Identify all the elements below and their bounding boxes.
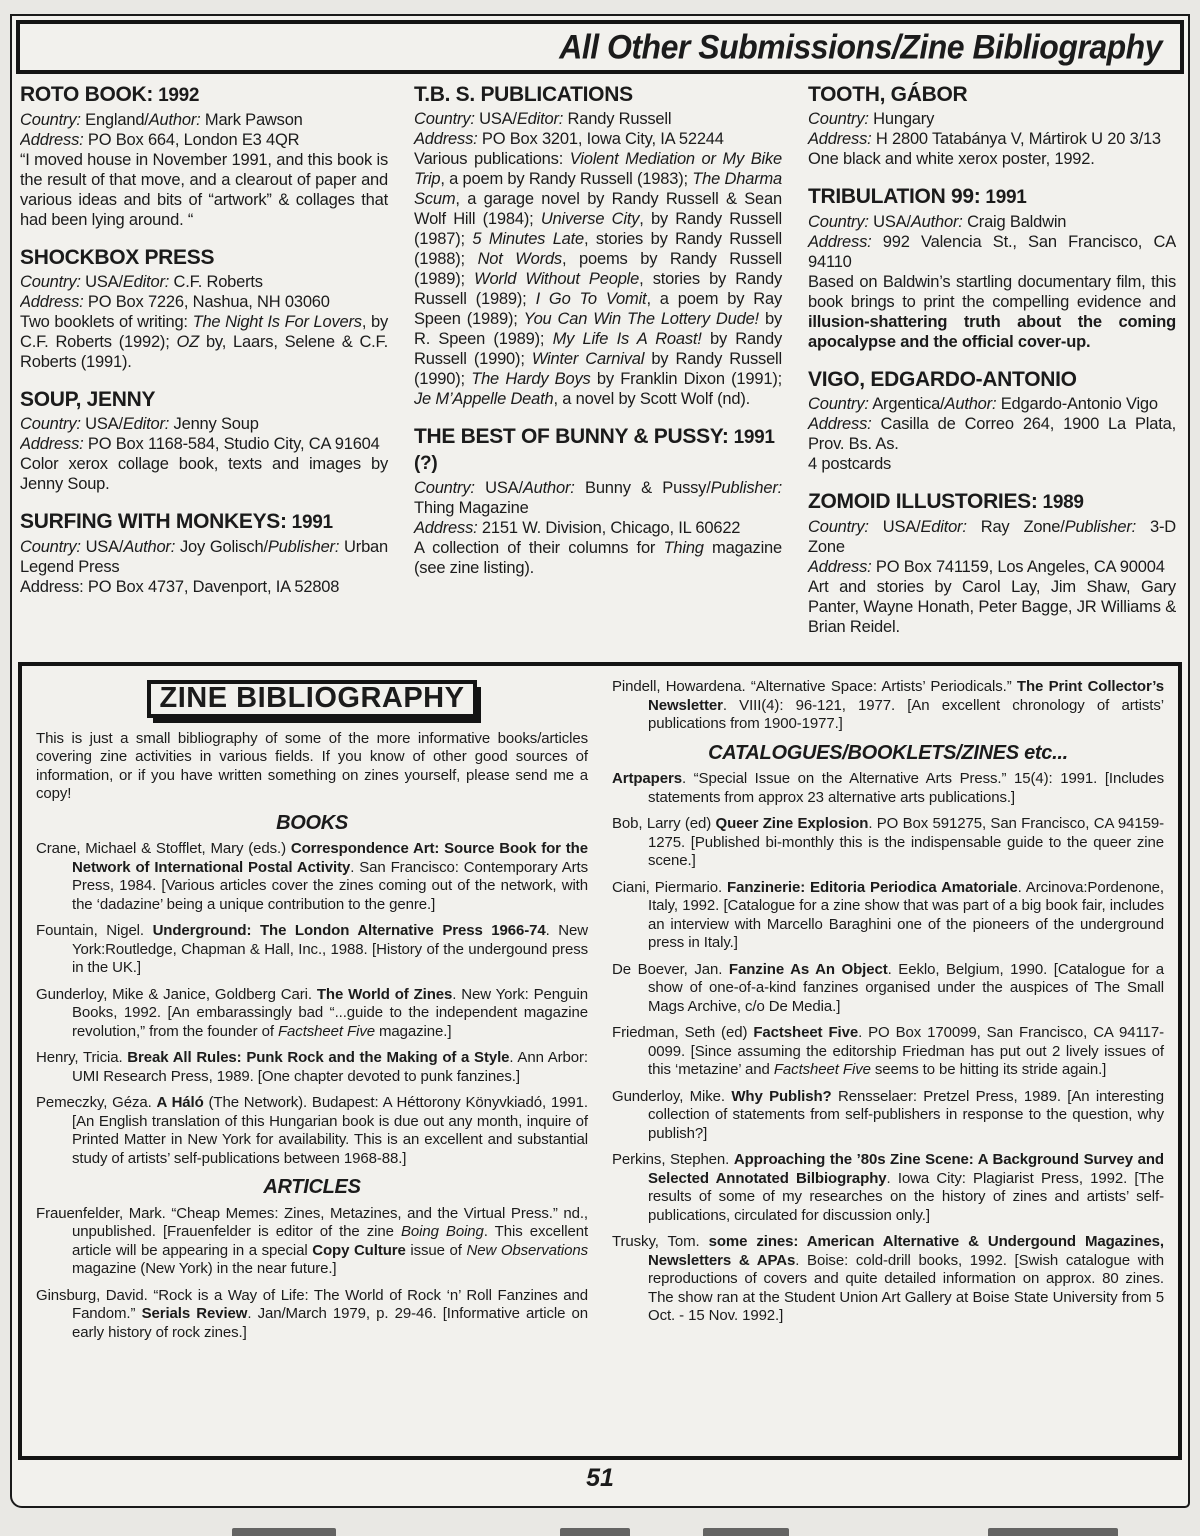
zine-entry-text — [808, 394, 1176, 414]
text-segment: Je M’Appelle Death — [414, 390, 554, 408]
text-segment: Universe City — [540, 210, 640, 228]
text-segment: Address: — [414, 519, 478, 537]
text-segment: USA/ — [80, 538, 124, 556]
text-segment: I Go To Vomit — [535, 290, 647, 308]
text-segment: SURFING WITH MONKEYS: — [20, 510, 287, 533]
text-segment: , a garage novel by Randy Russell & Sean Wolf Hill (1984); — [414, 190, 782, 228]
text-segment: SOUP, JENNY — [20, 388, 156, 411]
text-segment: USA/ — [868, 518, 921, 536]
text-segment: Break All Rules: Punk Rock and the Making of a Style — [127, 1049, 510, 1066]
text-segment: . Eeklo, Belgium, 1990. [Catalogue for a show of one-of-a-kind fanzines organised under the auspices of The Small Mags Archive, c/o De Media.] — [648, 960, 1165, 1015]
text-segment: THE BEST OF BUNNY & PUSSY: — [414, 425, 729, 448]
zine-entry-text — [808, 149, 1176, 169]
text-segment: Country: — [808, 518, 869, 536]
bibliography-left-column — [36, 678, 588, 1450]
text-segment: 1991 — [980, 187, 1027, 208]
zine-entry-text — [414, 129, 782, 149]
text-segment: Publisher: — [267, 538, 340, 556]
text-segment: One black and white xerox poster, 1992. — [808, 150, 1095, 168]
text-segment: Pindell, Howardena. “Alternative Space: Artists’ Periodicals.” — [612, 678, 1017, 695]
text-segment: Hungary — [868, 110, 935, 128]
bibliography-entry — [36, 1049, 588, 1086]
next-page-scan-fragment — [988, 1528, 1118, 1536]
bibliography-entry — [612, 678, 1164, 734]
text-segment: . PO Box 591275, San Francisco, CA 94159-1275. [Published bi-monthly this is the indispensable guide to the queer zine scene.] — [648, 815, 1165, 869]
text-segment: Address: — [20, 293, 84, 311]
next-page-scan-fragment — [703, 1528, 789, 1536]
text-segment: Country: — [808, 395, 869, 413]
text-segment: Country: — [414, 110, 475, 128]
text-segment: magazine (see zine listing). — [414, 539, 782, 577]
text-segment: Address: — [20, 435, 84, 453]
zine-bibliography-box — [18, 662, 1182, 1460]
text-segment: 2151 W. Division, Chicago, IL 60622 — [477, 519, 741, 537]
text-segment: Factsheet Five — [277, 1022, 375, 1040]
text-segment: Edgardo-Antonio Vigo — [996, 395, 1158, 413]
text-segment: Perkins, Stephen. — [612, 1151, 734, 1168]
text-segment: A collection of their columns for — [414, 539, 664, 557]
text-segment: , a novel by Scott Wolf (nd). — [553, 390, 751, 408]
text-segment: Violent Mediation or My Bike Trip — [414, 150, 782, 188]
zine-entry-text — [808, 232, 1176, 272]
bibliography-intro: This is just a small bibliography of some of the more informative books/articles covering zine activities in various fields. If you know of other good sources of information, or if you have written something on zines yourself, please send me a copy! — [36, 729, 588, 802]
text-segment: Ray Zone/ — [966, 518, 1065, 536]
text-segment: Bob, Larry (ed) — [612, 815, 716, 832]
text-segment: Address: — [808, 415, 872, 433]
text-segment: . PO Box 170099, San Francisco, CA 94117-0099. [Since assuming the editorship Friedman has put out 2 lively issues of this ‘metazine’ and — [648, 1024, 1164, 1078]
text-segment: illusion-shattering truth about the coming apocalypse and the official cover-up. — [808, 313, 1176, 351]
text-segment: . New York:Routledge, Chapman & Hall, Inc., 1988. [History of the undergound press in the UK.] — [72, 922, 589, 976]
zine-entry-text — [414, 109, 782, 129]
next-page-scan-fragment — [560, 1528, 630, 1536]
bibliography-title-box — [147, 680, 477, 718]
text-segment: 5 Minutes Late — [472, 230, 585, 248]
zine-entry-title — [808, 489, 1176, 515]
text-segment: Author: — [944, 395, 997, 413]
text-segment: 992 Valencia St., San Francisco, CA 94110 — [808, 233, 1176, 271]
text-segment: Joy Golisch/ — [175, 538, 268, 556]
bibliography-entry — [612, 1024, 1164, 1080]
text-segment: Country: — [20, 273, 81, 291]
text-segment: Editor: — [122, 415, 170, 433]
zine-entry-text — [20, 130, 388, 150]
text-segment: Thing Magazine — [414, 499, 529, 517]
text-segment: H 2800 Tatabánya V, Mártirok U 20 3/13 — [871, 130, 1161, 148]
text-segment: Ciani, Piermario. — [612, 878, 728, 896]
zine-entry-text — [808, 577, 1176, 637]
text-segment: Frauenfelder, Mark. “Cheap Memes: Zines, Metazines, and the Virtual Press.” nd., unpublished. [Frauenfelder is editor of the zine — [36, 1204, 588, 1240]
zine-entry-text — [808, 109, 1176, 129]
text-segment: Fanzinerie: Editoria Periodica Amatoriale — [727, 878, 1018, 896]
text-segment: Gunderloy, Mike. — [612, 1087, 732, 1105]
text-segment: PO Box 3201, Iowa City, IA 52244 — [477, 130, 724, 148]
zine-entry-text — [20, 150, 388, 230]
text-segment: , a poem by Randy Russell (1983); — [440, 170, 693, 188]
text-segment: TRIBULATION 99: — [808, 185, 981, 208]
text-segment: OZ — [176, 333, 200, 351]
zine-entry-title — [20, 82, 388, 108]
text-segment: USA/ — [80, 415, 123, 433]
next-page-scan-fragment — [232, 1528, 336, 1536]
text-segment: The Dharma Scum — [414, 170, 783, 208]
text-segment: Casilla de Correo 264, 1900 La Plata, Prov. Bs. As. — [808, 415, 1176, 453]
zine-entry-title — [20, 387, 388, 412]
text-segment: some zines: American Alternative & Undergound Magazines, Newsletters & APAs — [648, 1233, 1164, 1269]
text-segment: Art and stories by Carol Lay, Jim Shaw, Gary Panter, Wayne Honath, Peter Bagge, JR Williams & Brian Reidel. — [808, 578, 1176, 636]
text-segment: “I moved house in November 1991, and this book is the result of that move, and a clearout of paper and various ideas and bits of “artwork” & collages that had been lying around. “ — [20, 151, 388, 229]
text-segment: The World of Zines — [316, 985, 453, 1003]
bibliography-entry — [36, 1094, 588, 1168]
zine-entry-text — [414, 518, 782, 538]
page-title: All Other Submissions/Zine Bibliography — [559, 27, 1162, 66]
bibliography-entry — [36, 1287, 588, 1343]
zine-entry-text — [20, 312, 388, 372]
zine-entry-text — [808, 414, 1176, 454]
zine-entry-text — [20, 110, 388, 130]
directory-column — [414, 82, 782, 654]
text-segment: Factsheet Five — [773, 1061, 871, 1078]
text-segment: T.B. S. PUBLICATIONS — [414, 83, 633, 106]
text-segment: The Night Is For Lovers — [192, 313, 362, 331]
text-segment: Jenny Soup — [169, 415, 259, 433]
zine-entry-text — [808, 129, 1176, 149]
zine-entry — [20, 509, 388, 597]
text-segment: by Randy Russell (1990); — [414, 330, 783, 368]
text-segment: Publisher: — [1064, 518, 1137, 536]
text-segment: . Arcinova:Pordenone, Italy, 1992. [Catalogue for a zine show that was part of a big book fair, includes an interview with Marcello Baraghini one of the pioneers of the underground press in Italy.] — [648, 878, 1164, 951]
text-segment: 4 postcards — [808, 455, 892, 473]
directory-column — [808, 82, 1176, 654]
zine-entry — [808, 367, 1176, 474]
text-segment: PO Box 664, London E3 4QR — [83, 131, 300, 149]
text-segment: PO Box 741159, Los Angeles, CA 90004 — [871, 558, 1165, 576]
zine-entry-title — [414, 424, 782, 476]
page-header-banner — [16, 20, 1184, 74]
text-segment: Not Words — [477, 250, 562, 268]
text-segment: SHOCKBOX PRESS — [20, 246, 215, 269]
bibliography-entry — [612, 961, 1164, 1017]
text-segment: by R. Speen (1989); — [414, 310, 782, 348]
zine-entry-title — [808, 184, 1176, 210]
text-segment: Gunderloy, Mike & Janice, Goldberg Cari. — [36, 985, 317, 1003]
bibliography-entry — [612, 815, 1164, 871]
bibliography-left-sections — [36, 811, 589, 1343]
zine-entry-title — [808, 82, 1176, 107]
zine-entry-text — [414, 478, 782, 518]
bibliography-entry — [612, 879, 1164, 953]
text-segment: Various publications: — [414, 150, 570, 168]
text-segment: 1991 — [286, 512, 333, 533]
zine-entry-text — [20, 454, 388, 494]
text-segment: Country: — [414, 479, 475, 497]
text-segment: Urban Legend Press — [20, 538, 388, 576]
text-segment: World Without People — [474, 270, 640, 288]
text-segment: by Franklin Dixon (1991); — [590, 370, 782, 388]
text-segment: 1991 (?) — [414, 427, 775, 474]
text-segment: Queer Zine Explosion — [715, 815, 869, 832]
directory-column — [20, 82, 388, 654]
zine-entry-text — [808, 557, 1176, 577]
text-segment: A Háló — [156, 1094, 204, 1111]
text-segment: TOOTH, GÁBOR — [808, 83, 968, 106]
bibliography-entry — [36, 840, 588, 914]
text-segment: by, Laars, Selene & C.F. Roberts (1991). — [20, 333, 388, 371]
zine-entry-text — [808, 517, 1176, 557]
zine-entry — [808, 489, 1176, 637]
zine-entry-text — [20, 537, 388, 577]
text-segment: Copy Culture — [312, 1241, 406, 1259]
text-segment: Bunny & Pussy/ — [574, 479, 711, 497]
text-segment: Country: — [808, 110, 869, 128]
zine-entry-text — [414, 538, 782, 578]
text-segment: Artpapers — [612, 770, 682, 787]
zine-entry-text — [20, 292, 388, 312]
bibliography-entry — [36, 986, 588, 1042]
text-segment: seems to be hitting its stride again.] — [870, 1061, 1107, 1078]
text-segment: . Boise: cold-drill books, 1992. [Swish catalogue with reproductions of covers and quite detailed information on approx. 80 zines. The show ran at the Student Union Art Gallery at Boise State University from 5 Oct. - 15 Nov. 1992.] — [648, 1251, 1164, 1324]
text-segment: Editor: — [920, 518, 967, 536]
page-footer — [12, 1460, 1188, 1496]
text-segment: PO Box 7226, Nashua, NH 03060 — [83, 293, 330, 311]
text-segment: Mark Pawson — [200, 111, 303, 129]
text-segment: Pemeczky, Géza. — [36, 1094, 157, 1111]
text-segment: Correspondence Art: Source Book for the Network of International Postal Activity — [72, 840, 588, 876]
text-segment: C.F. Roberts — [169, 273, 263, 291]
text-segment: Underground: The London Alternative Press 1966-74 — [152, 922, 546, 939]
text-segment: Serials Review — [141, 1305, 248, 1322]
text-segment: USA/ — [474, 110, 517, 128]
text-segment: . San Francisco: Contemporary Arts Press, 1984. [Various articles cover the zines coming out of the network, with the ‘dadazine’ being a unique contribution to the genre.] — [72, 858, 588, 913]
text-segment: Author: — [148, 111, 201, 129]
text-segment: The Print Collector’s Newsletter — [648, 678, 1164, 714]
text-segment: Address: — [808, 233, 872, 251]
text-segment: Ginsburg, David. “Rock is a Way of Life: The World of Rock ‘n’ Roll Fanzines and Fandom.” — [36, 1286, 588, 1322]
text-segment: Country: — [20, 538, 81, 556]
zine-entry-text — [808, 272, 1176, 352]
text-segment: Address: — [20, 131, 84, 149]
text-segment: , by Randy Russell (1987); — [414, 210, 782, 248]
text-segment: 1989 — [1037, 492, 1084, 513]
text-segment: Author: — [522, 479, 575, 497]
zine-entry-title — [808, 367, 1176, 392]
zine-entry-title — [414, 82, 782, 107]
zine-entry — [20, 387, 388, 494]
bibliography-entry — [36, 922, 588, 978]
text-segment: Address: PO Box 4737, Davenport, IA 52808 — [20, 578, 340, 596]
text-segment: USA/ — [474, 479, 523, 497]
text-segment: England/ — [80, 111, 149, 129]
zine-entry — [414, 424, 782, 578]
zine-entry-text — [20, 272, 388, 292]
text-segment: Why Publish? — [731, 1087, 832, 1105]
bibliography-entry — [612, 1088, 1164, 1144]
zine-entry — [414, 82, 782, 409]
text-segment: Fanzine As An Object — [728, 960, 888, 978]
bibliography-entry — [612, 1233, 1164, 1326]
bibliography-entry — [36, 1205, 588, 1279]
text-segment: . “Special Issue on the Alternative Arts Press.” 15(4): 1991. [Includes statements from approx 23 alternative arts publications.] — [648, 770, 1164, 806]
zine-entry-title — [20, 245, 388, 270]
text-segment: Color xerox collage book, texts and images by Jenny Soup. — [20, 455, 388, 493]
bibliography-right-column — [612, 678, 1164, 1450]
zine-entry-text — [414, 149, 782, 409]
text-segment: Henry, Tricia. — [36, 1049, 128, 1066]
text-segment: Argentica/ — [868, 395, 945, 413]
bibliography-entry — [612, 770, 1164, 807]
scanned-page — [10, 14, 1190, 1508]
text-segment: Thing — [663, 539, 704, 557]
text-segment: , stories by Randy Russell (1989); — [414, 270, 782, 308]
text-segment: Two booklets of writing: — [20, 313, 193, 331]
text-segment: Address: — [808, 130, 872, 148]
text-segment: You Can Win The Lottery Dude! — [523, 310, 759, 328]
text-segment: Editor: — [122, 273, 170, 291]
text-segment: De Boever, Jan. — [612, 960, 729, 978]
text-segment: Address: — [808, 558, 872, 576]
text-segment: . New York: Penguin Books, 1992. [An embarassingly bad “...guide to the independent magazine revolution,” from the founder of — [72, 985, 588, 1040]
text-segment: Author: — [910, 213, 963, 231]
zine-entry-text — [808, 212, 1176, 232]
text-segment: Fountain, Nigel. — [36, 922, 153, 939]
text-segment: . VIII(4): 96-121, 1977. [An excellent chronology of artists’ publications from 1900-1977.] — [648, 696, 1164, 732]
text-segment: Winter Carnival — [531, 350, 645, 368]
text-segment: Publisher: — [710, 479, 782, 497]
text-segment: Country: — [20, 415, 81, 433]
text-segment: Rensselaer: Pretzel Press, 1989. [An interesting collection of statements from self-publishers in response to the question, why publish?] — [648, 1087, 1164, 1142]
text-segment: , by C.F. Roberts (1992); — [20, 313, 389, 351]
text-segment: Friedman, Seth (ed) — [612, 1024, 754, 1041]
section-heading: ARTICLES — [263, 1176, 361, 1198]
section-heading: BOOKS — [276, 811, 348, 834]
zine-entry — [20, 245, 388, 372]
text-segment: . This excellent article will be appearing in a special — [72, 1223, 589, 1259]
text-segment: New Observations — [466, 1241, 589, 1259]
text-segment: Address: — [414, 130, 478, 148]
text-segment: ROTO BOOK: — [20, 83, 154, 106]
zine-entry-text — [808, 454, 1176, 474]
zine-entry — [808, 184, 1176, 352]
text-segment: , a poem by Ray Speen (1989); — [414, 290, 782, 328]
text-segment: Based on Baldwin’s startling documentary film, this book brings to print the compelling evidence and — [808, 273, 1176, 311]
text-segment: issue of — [405, 1241, 467, 1259]
text-segment: Trusky, Tom. — [612, 1233, 709, 1250]
text-segment: Editor: — [516, 110, 564, 128]
text-segment: My Life Is A Roast! — [552, 330, 702, 348]
text-segment: magazine (New York) in the near future.] — [72, 1260, 337, 1277]
bibliography-entry — [612, 1151, 1164, 1225]
zine-entry-text — [20, 414, 388, 434]
text-segment: Approaching the ’80s Zine Scene: A Background Survey and Selected Annotated Bilbiography — [648, 1151, 1164, 1187]
text-segment: Factsheet Five — [753, 1024, 859, 1041]
text-segment: by Randy Russell (1990); — [414, 350, 782, 388]
text-segment: Country: — [808, 213, 869, 231]
text-segment: ZOMOID ILLUSTORIES: — [808, 490, 1038, 513]
text-segment: USA/ — [868, 213, 911, 231]
text-segment: 1992 — [153, 85, 200, 106]
zine-entry-text — [20, 577, 388, 597]
text-segment: magazine.] — [374, 1022, 452, 1040]
text-segment: Country: — [20, 111, 81, 129]
zine-entry — [808, 82, 1176, 169]
text-segment: Crane, Michael & Stofflet, Mary (eds.) — [36, 840, 291, 857]
text-segment: . Jan/March 1979, p. 29-46. [Informative article on early history of rock zines.] — [72, 1305, 589, 1341]
section-heading: CATALOGUES/BOOKLETS/ZINES etc... — [708, 741, 1068, 764]
bibliography-title: ZINE BIBLIOGRAPHY — [159, 682, 465, 714]
zine-entry — [20, 82, 388, 230]
text-segment: , poems by Randy Russell (1989); — [414, 250, 782, 288]
zine-entry-text — [20, 434, 388, 454]
text-segment: (The Network). Budapest: A Héttorony Könyvkiadó, 1991. [An English translation of this Hungarian book is due out any month, inquire of Printed Matter in New York for availability. This is an excellent and substantial study of artists’ self-publications between 1968-88.] — [72, 1094, 588, 1167]
text-segment: PO Box 1168-584, Studio City, CA 91604 — [83, 435, 380, 453]
zine-entry-title — [20, 509, 388, 535]
text-segment: Author: — [123, 538, 176, 556]
text-segment: VIGO, EDGARDO-ANTONIO — [808, 368, 1077, 391]
text-segment: USA/ — [80, 273, 123, 291]
text-segment: Craig Baldwin — [962, 213, 1067, 231]
submissions-directory — [20, 82, 1176, 654]
text-segment: . Ann Arbor: UMI Research Press, 1989. [One chapter devoted to punk fanzines.] — [72, 1049, 588, 1085]
text-segment: , stories by Randy Russell (1988); — [414, 230, 783, 268]
text-segment: The Hardy Boys — [471, 370, 591, 388]
text-segment: . Iowa City: Plagiarist Press, 1992. [The results of some of my researches on the history of zines and artists’ self-publications, circulated for discussion only.] — [648, 1169, 1164, 1224]
text-segment: 3-D Zone — [808, 518, 1176, 556]
text-segment: Randy Russell — [563, 110, 672, 128]
page-number: 51 — [586, 1463, 614, 1492]
text-segment: Boing Boing — [400, 1223, 484, 1240]
